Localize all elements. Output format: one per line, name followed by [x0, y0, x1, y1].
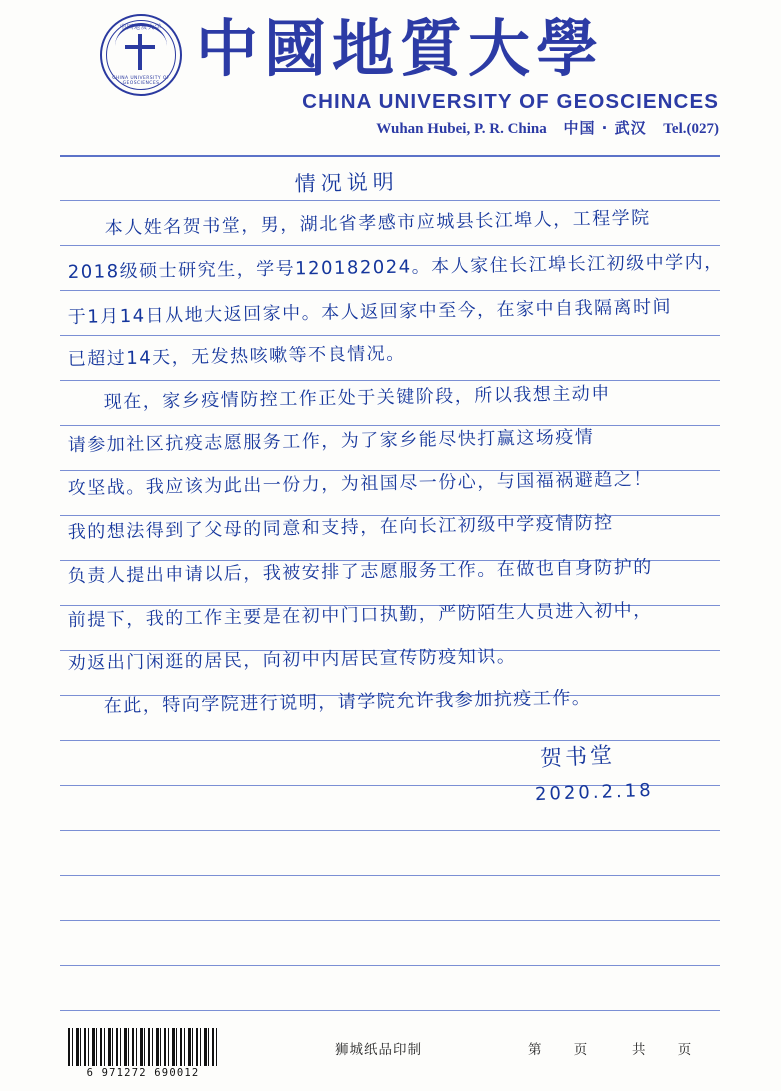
seal-en-ring-text: CHINA UNIVERSITY OF GEOSCIENCES	[112, 76, 170, 86]
address-en: Wuhan Hubei, P. R. China	[376, 121, 547, 137]
body-line: 于1月14日从地大返回家中。本人返回家中至今，在家中自我隔离时间	[67, 296, 673, 329]
university-seal-icon	[100, 14, 186, 100]
letterhead-address-line	[0, 117, 719, 138]
body-line: 已超过14天，无发热咳嗽等不良情况。	[67, 343, 406, 371]
barcode-bars	[68, 1028, 218, 1066]
body-line: 前提下，我的工作主要是在初中门口执勤，严防陌生人员进入初中，	[67, 599, 653, 632]
body-line: 攻坚战。我应该为此出一份力，为祖国尽一份心，与国福祸避趋之！	[67, 468, 653, 500]
signature: 贺书堂	[539, 743, 616, 772]
body-line: 2018级硕士研究生，学号120182024。本人家住长江埠长江初级中学内，	[67, 251, 724, 284]
seal-cn-ring-text: 中国地质大学	[119, 24, 162, 31]
printer-credit: 狮城纸品印制	[335, 1042, 422, 1058]
signature-date: 2020.2.18	[534, 779, 654, 806]
university-name-cn: 中國地質大學	[196, 12, 605, 85]
body-line: 请参加社区抗疫志愿服务工作，为了家乡能尽快打赢这场疫情	[67, 426, 595, 457]
telephone: Tel.(027)	[663, 121, 719, 137]
page-number-label: 第 页	[528, 1042, 602, 1058]
letterhead	[0, 0, 781, 148]
body-line: 负责人提出申请以后，我被安排了志愿服务工作。在做也自身防护的	[67, 556, 653, 588]
body-line: 劝返出门闲逛的居民，向初中内居民宣传防疫知识。	[67, 645, 517, 675]
university-name-en: CHINA UNIVERSITY OF GEOSCIENCES	[302, 90, 719, 113]
body-line: 我的想法得到了父母的同意和支持，在向长江初级中学疫情防控	[67, 512, 614, 544]
barcode	[68, 1028, 218, 1079]
body-line: 本人姓名贺书堂，男，湖北省孝感市应城县长江埠人，工程学院	[104, 207, 651, 240]
page-total-label: 共 页	[632, 1042, 706, 1058]
barcode-number: 6 971272 690012	[86, 1067, 200, 1079]
body-line: 在此，特向学院进行说明，请学院允许我参加抗疫工作。	[103, 687, 592, 718]
address-cn: 中国 · 武汉	[563, 119, 647, 137]
body-line: 现在，家乡疫情防控工作正处于关键阶段，所以我想主动申	[103, 383, 611, 414]
document-title: 情况说明	[294, 169, 399, 197]
page-footer	[0, 1020, 781, 1091]
